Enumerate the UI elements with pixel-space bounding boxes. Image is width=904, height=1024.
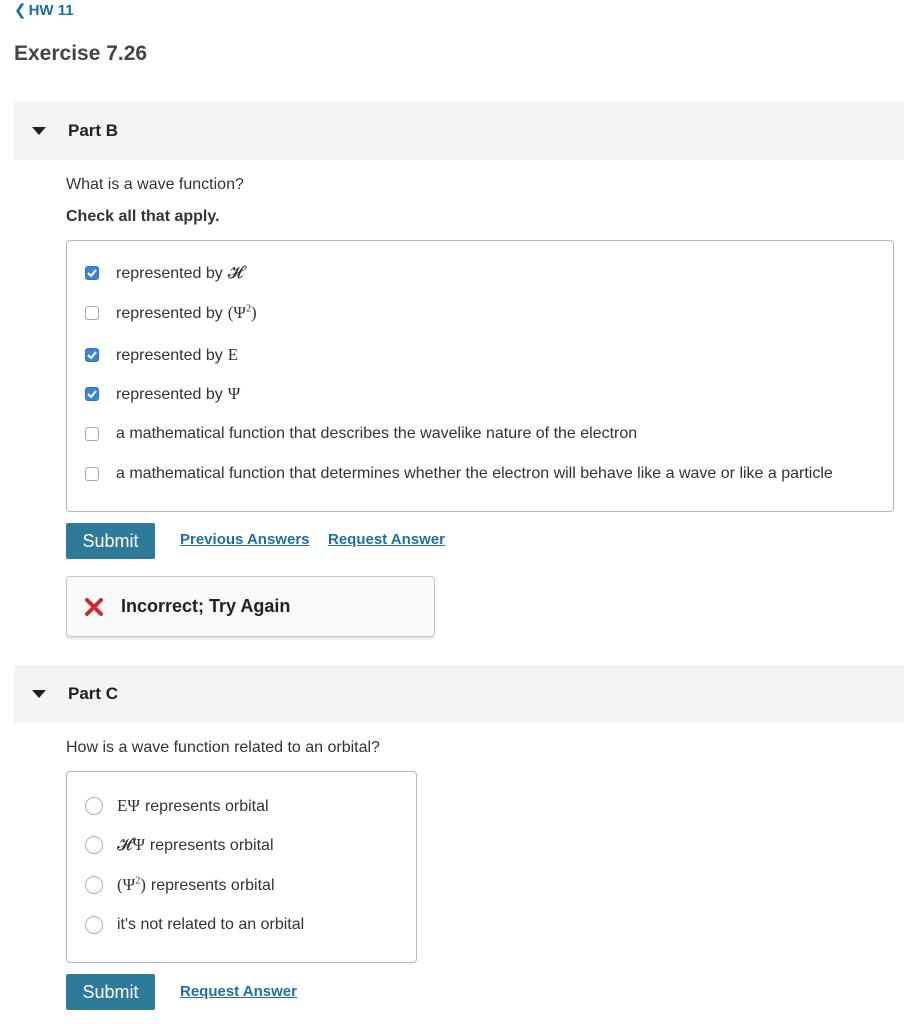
part-b-submit-button[interactable]: Submit bbox=[66, 523, 155, 559]
option-text: represents orbital bbox=[150, 877, 275, 894]
part-c-question: How is a wave function related to an orbital? bbox=[66, 739, 380, 756]
checkbox[interactable] bbox=[85, 348, 99, 362]
option-text: a mathematical function that determines whether the electron will behave like a wave or like a particle bbox=[116, 465, 833, 482]
part-b-option-2[interactable] bbox=[85, 303, 257, 323]
part-c-submit-button[interactable]: Submit bbox=[66, 974, 155, 1010]
math-h: 𝓗 bbox=[227, 263, 244, 282]
feedback-text: Incorrect; Try Again bbox=[121, 596, 291, 616]
feedback-box bbox=[66, 576, 435, 637]
part-b-title: Part B bbox=[68, 121, 119, 140]
checkbox[interactable] bbox=[85, 306, 99, 320]
part-b-question: What is a wave function? bbox=[66, 176, 244, 193]
math-e: E bbox=[227, 345, 239, 364]
previous-answers-link[interactable]: Previous Answers bbox=[180, 531, 310, 548]
part-b-request-answer-link[interactable]: Request Answer bbox=[328, 531, 445, 548]
option-text: represented by bbox=[116, 386, 223, 403]
math-e-psi: EΨ bbox=[117, 796, 140, 815]
part-b-options-box bbox=[66, 240, 894, 512]
radio-button[interactable] bbox=[85, 797, 103, 815]
back-to-hw-link[interactable] bbox=[14, 0, 74, 20]
part-c-option-3[interactable] bbox=[85, 875, 275, 895]
part-c-request-answer-link[interactable]: Request Answer bbox=[180, 983, 297, 1000]
math-h-psi: 𝓗Ψ bbox=[117, 835, 145, 854]
close-icon bbox=[85, 598, 103, 616]
option-text: represented by bbox=[116, 265, 223, 282]
back-link-label: HW 11 bbox=[28, 1, 74, 19]
part-b-option-4[interactable] bbox=[85, 384, 240, 404]
checkbox[interactable] bbox=[85, 467, 99, 481]
radio-button[interactable] bbox=[85, 876, 103, 894]
part-c-title: Part C bbox=[68, 684, 119, 703]
part-b-option-1[interactable] bbox=[85, 263, 243, 283]
part-c-option-4[interactable] bbox=[85, 916, 304, 934]
caret-down-icon bbox=[32, 690, 46, 698]
part-c-options-box bbox=[66, 771, 417, 963]
math-psi-squared: $(\Psi^2)$ bbox=[117, 875, 146, 894]
part-b-option-6[interactable] bbox=[85, 465, 833, 483]
part-c-option-2[interactable] bbox=[85, 835, 274, 855]
option-text: represents orbital bbox=[144, 798, 269, 815]
option-text: it's not related to an orbital bbox=[117, 916, 305, 933]
math-psi-squared: $(\Psi^2)$ bbox=[227, 303, 257, 322]
option-text: represented by bbox=[116, 305, 223, 322]
part-b-header[interactable] bbox=[14, 102, 904, 160]
part-b-instruction: Check all that apply. bbox=[66, 208, 220, 225]
part-c-header[interactable] bbox=[14, 665, 904, 723]
part-b-option-5[interactable] bbox=[85, 425, 637, 443]
radio-button[interactable] bbox=[85, 836, 103, 854]
checkbox[interactable] bbox=[85, 266, 99, 280]
option-text: represents orbital bbox=[149, 837, 274, 854]
part-c-option-1[interactable] bbox=[85, 796, 269, 816]
checkbox[interactable] bbox=[85, 387, 99, 401]
radio-button[interactable] bbox=[85, 916, 103, 934]
chevron-left-icon: ❮ bbox=[14, 2, 27, 19]
option-text: a mathematical function that describes the wavelike nature of the electron bbox=[116, 425, 638, 442]
math-psi: Ψ bbox=[227, 384, 241, 403]
page-title: Exercise 7.26 bbox=[14, 42, 148, 65]
option-text: represented by bbox=[116, 347, 223, 364]
caret-down-icon bbox=[32, 127, 46, 135]
checkbox[interactable] bbox=[85, 427, 99, 441]
part-b-option-3[interactable] bbox=[85, 345, 238, 365]
